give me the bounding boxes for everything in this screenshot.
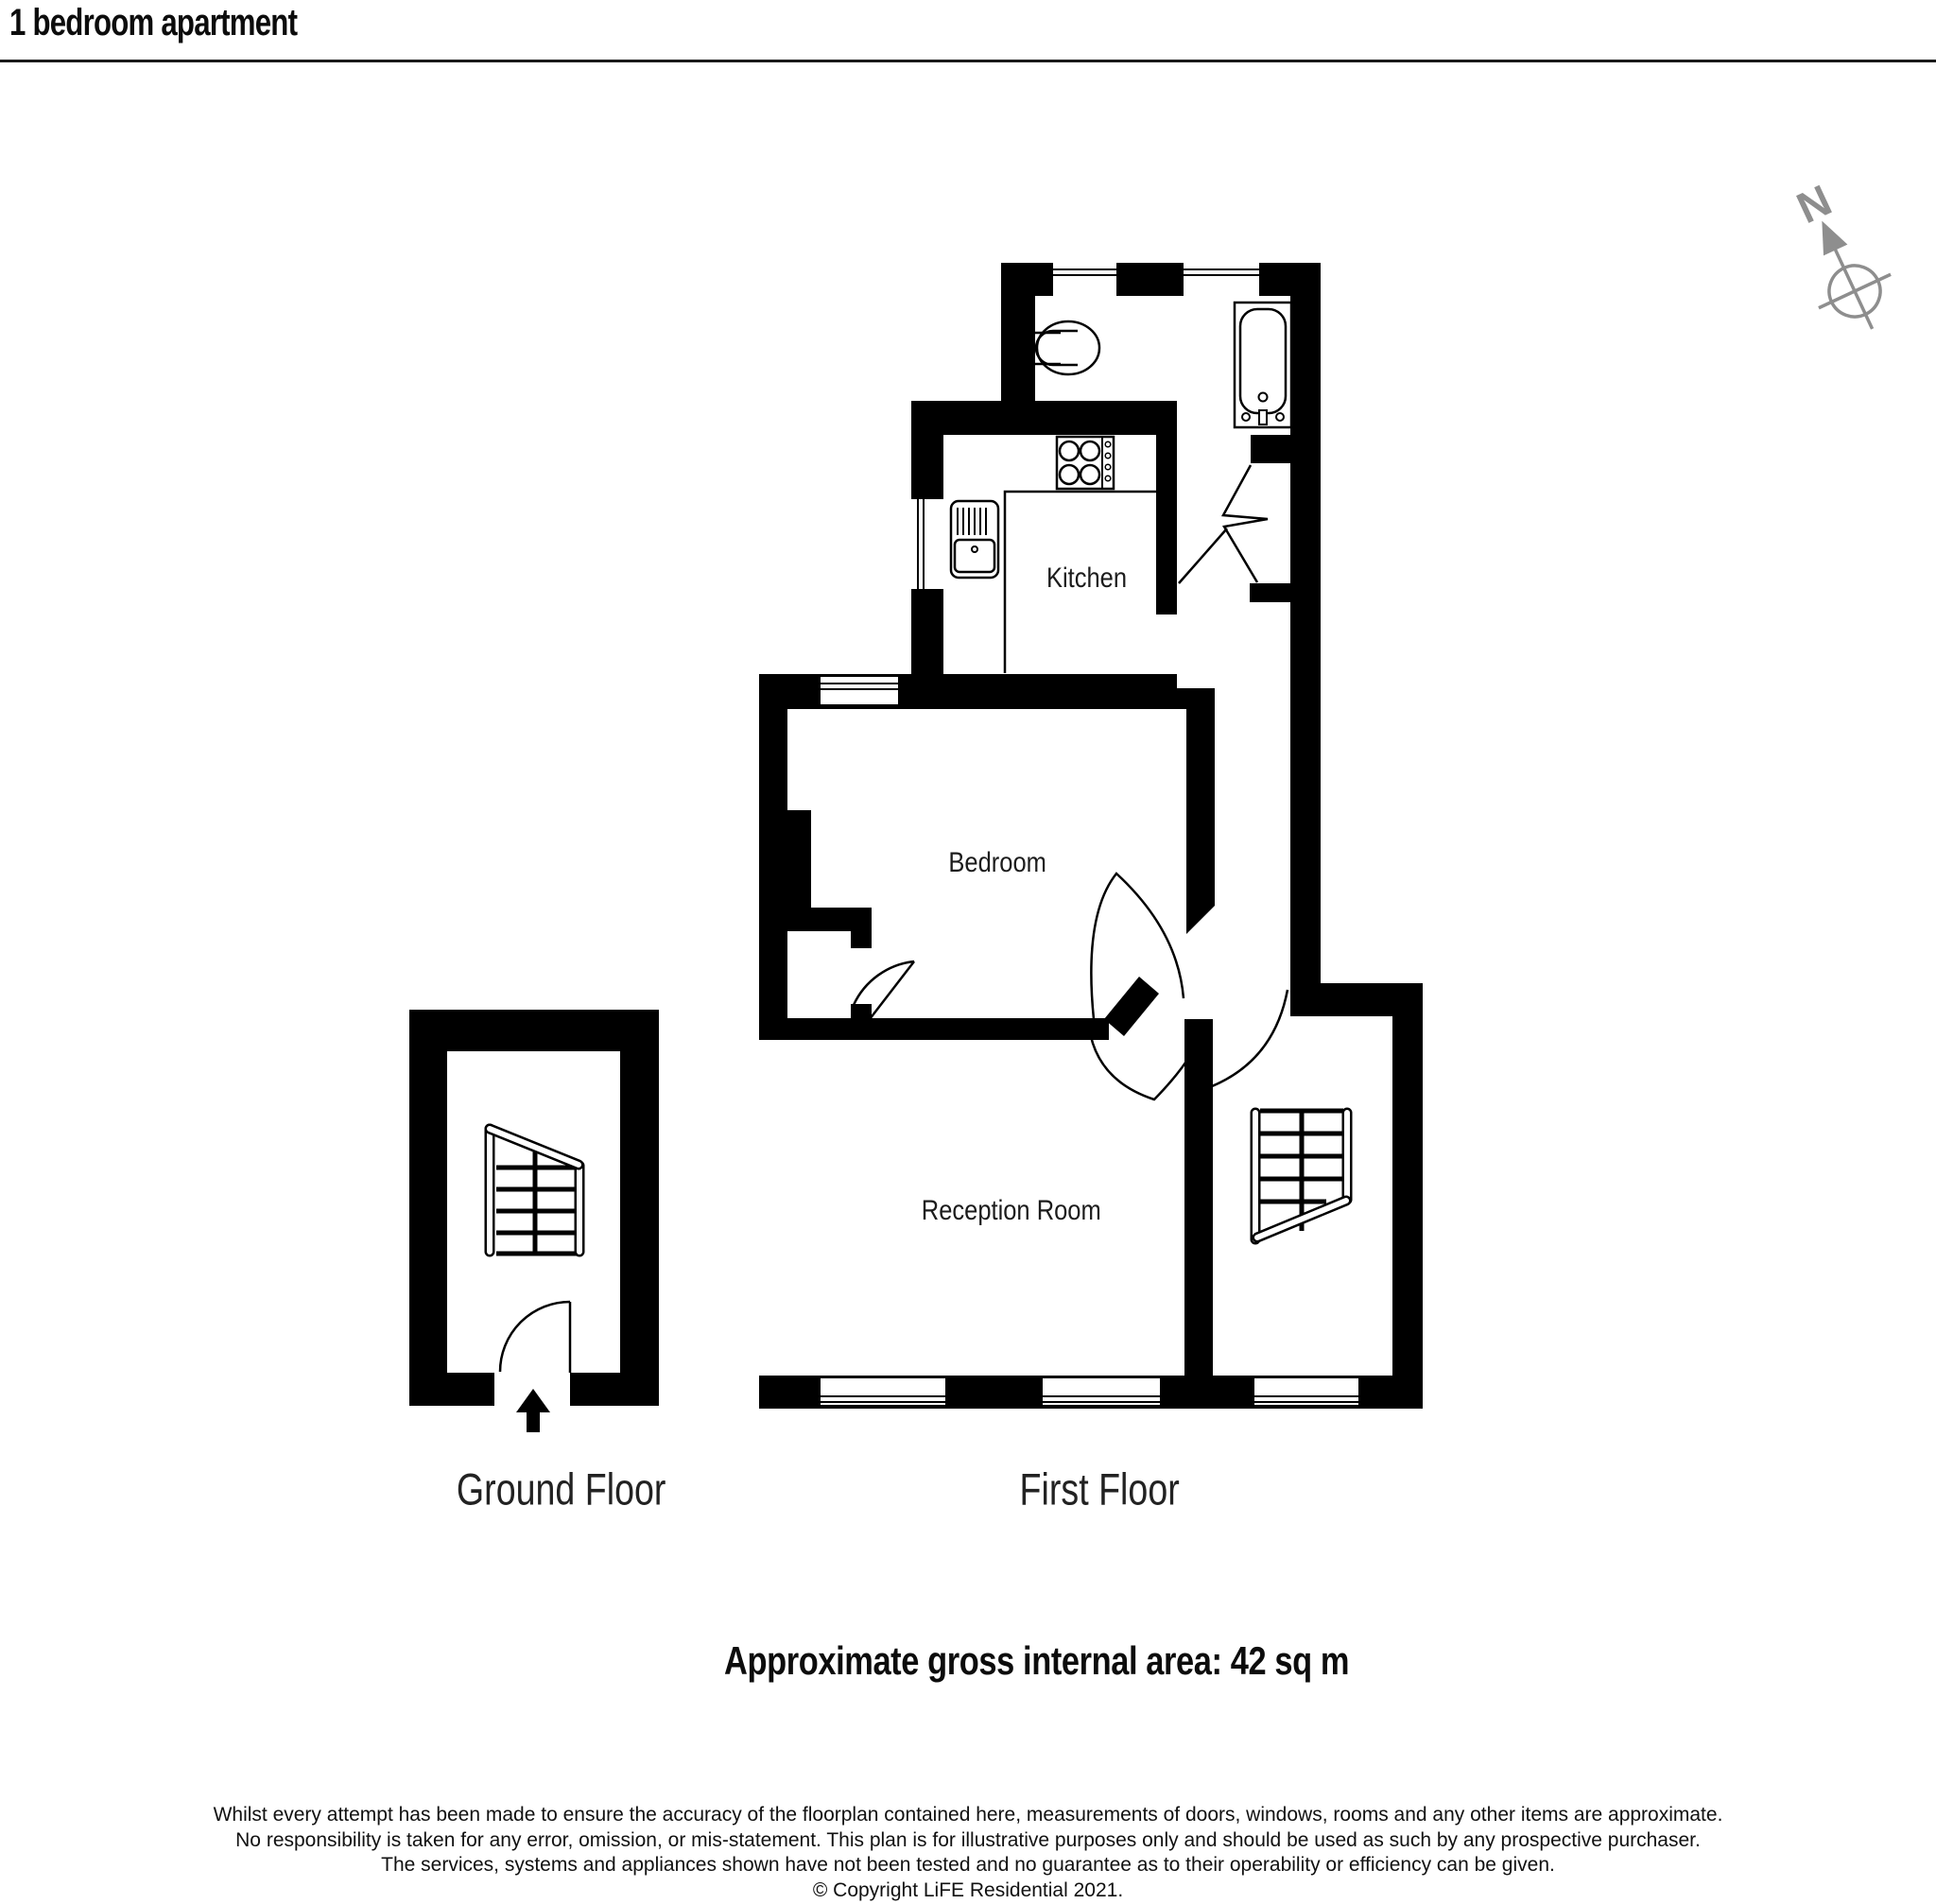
disclaimer-text — [0, 1803, 1936, 1903]
stairs-first-floor — [1255, 1111, 1347, 1239]
disclaimer-line: No responsibility is taken for any error, omission, or mis-statement. This plan is for illustrative purposes only and should be used as such by any prospective purchaser. — [235, 1828, 1701, 1851]
ground-floor-plan — [409, 1010, 659, 1432]
sink-icon — [951, 501, 998, 578]
reception-room-label: Reception Room — [921, 1195, 1101, 1226]
disclaimer-line: The services, systems and appliances shown have not been tested and no guarantee as to their operability or efficiency can be given. — [381, 1854, 1555, 1876]
ground-floor-label: Ground Floor — [456, 1463, 666, 1515]
disclaimer-line: Whilst every attempt has been made to ensure the accuracy of the floorplan contained here, measurements of doors, windows, rooms and any other items are approximate. — [213, 1804, 1723, 1826]
hob-icon — [1057, 437, 1114, 489]
bedroom-label: Bedroom — [948, 847, 1046, 878]
gross-area-note: Approximate gross internal area: 42 sq m — [723, 1638, 1350, 1683]
kitchen-label: Kitchen — [1046, 563, 1128, 594]
compass-north-label: N — [1789, 174, 1839, 234]
first-floor-label: First Floor — [1019, 1463, 1180, 1515]
compass-icon — [1768, 164, 1909, 345]
disclaimer-line: © Copyright LiFE Residential 2021. — [812, 1878, 1124, 1901]
bathtub-icon — [1235, 303, 1291, 427]
first-floor-plan — [759, 263, 1423, 1409]
page-title: 1 bedroom apartment — [9, 2, 298, 43]
toilet-icon — [1035, 321, 1099, 374]
